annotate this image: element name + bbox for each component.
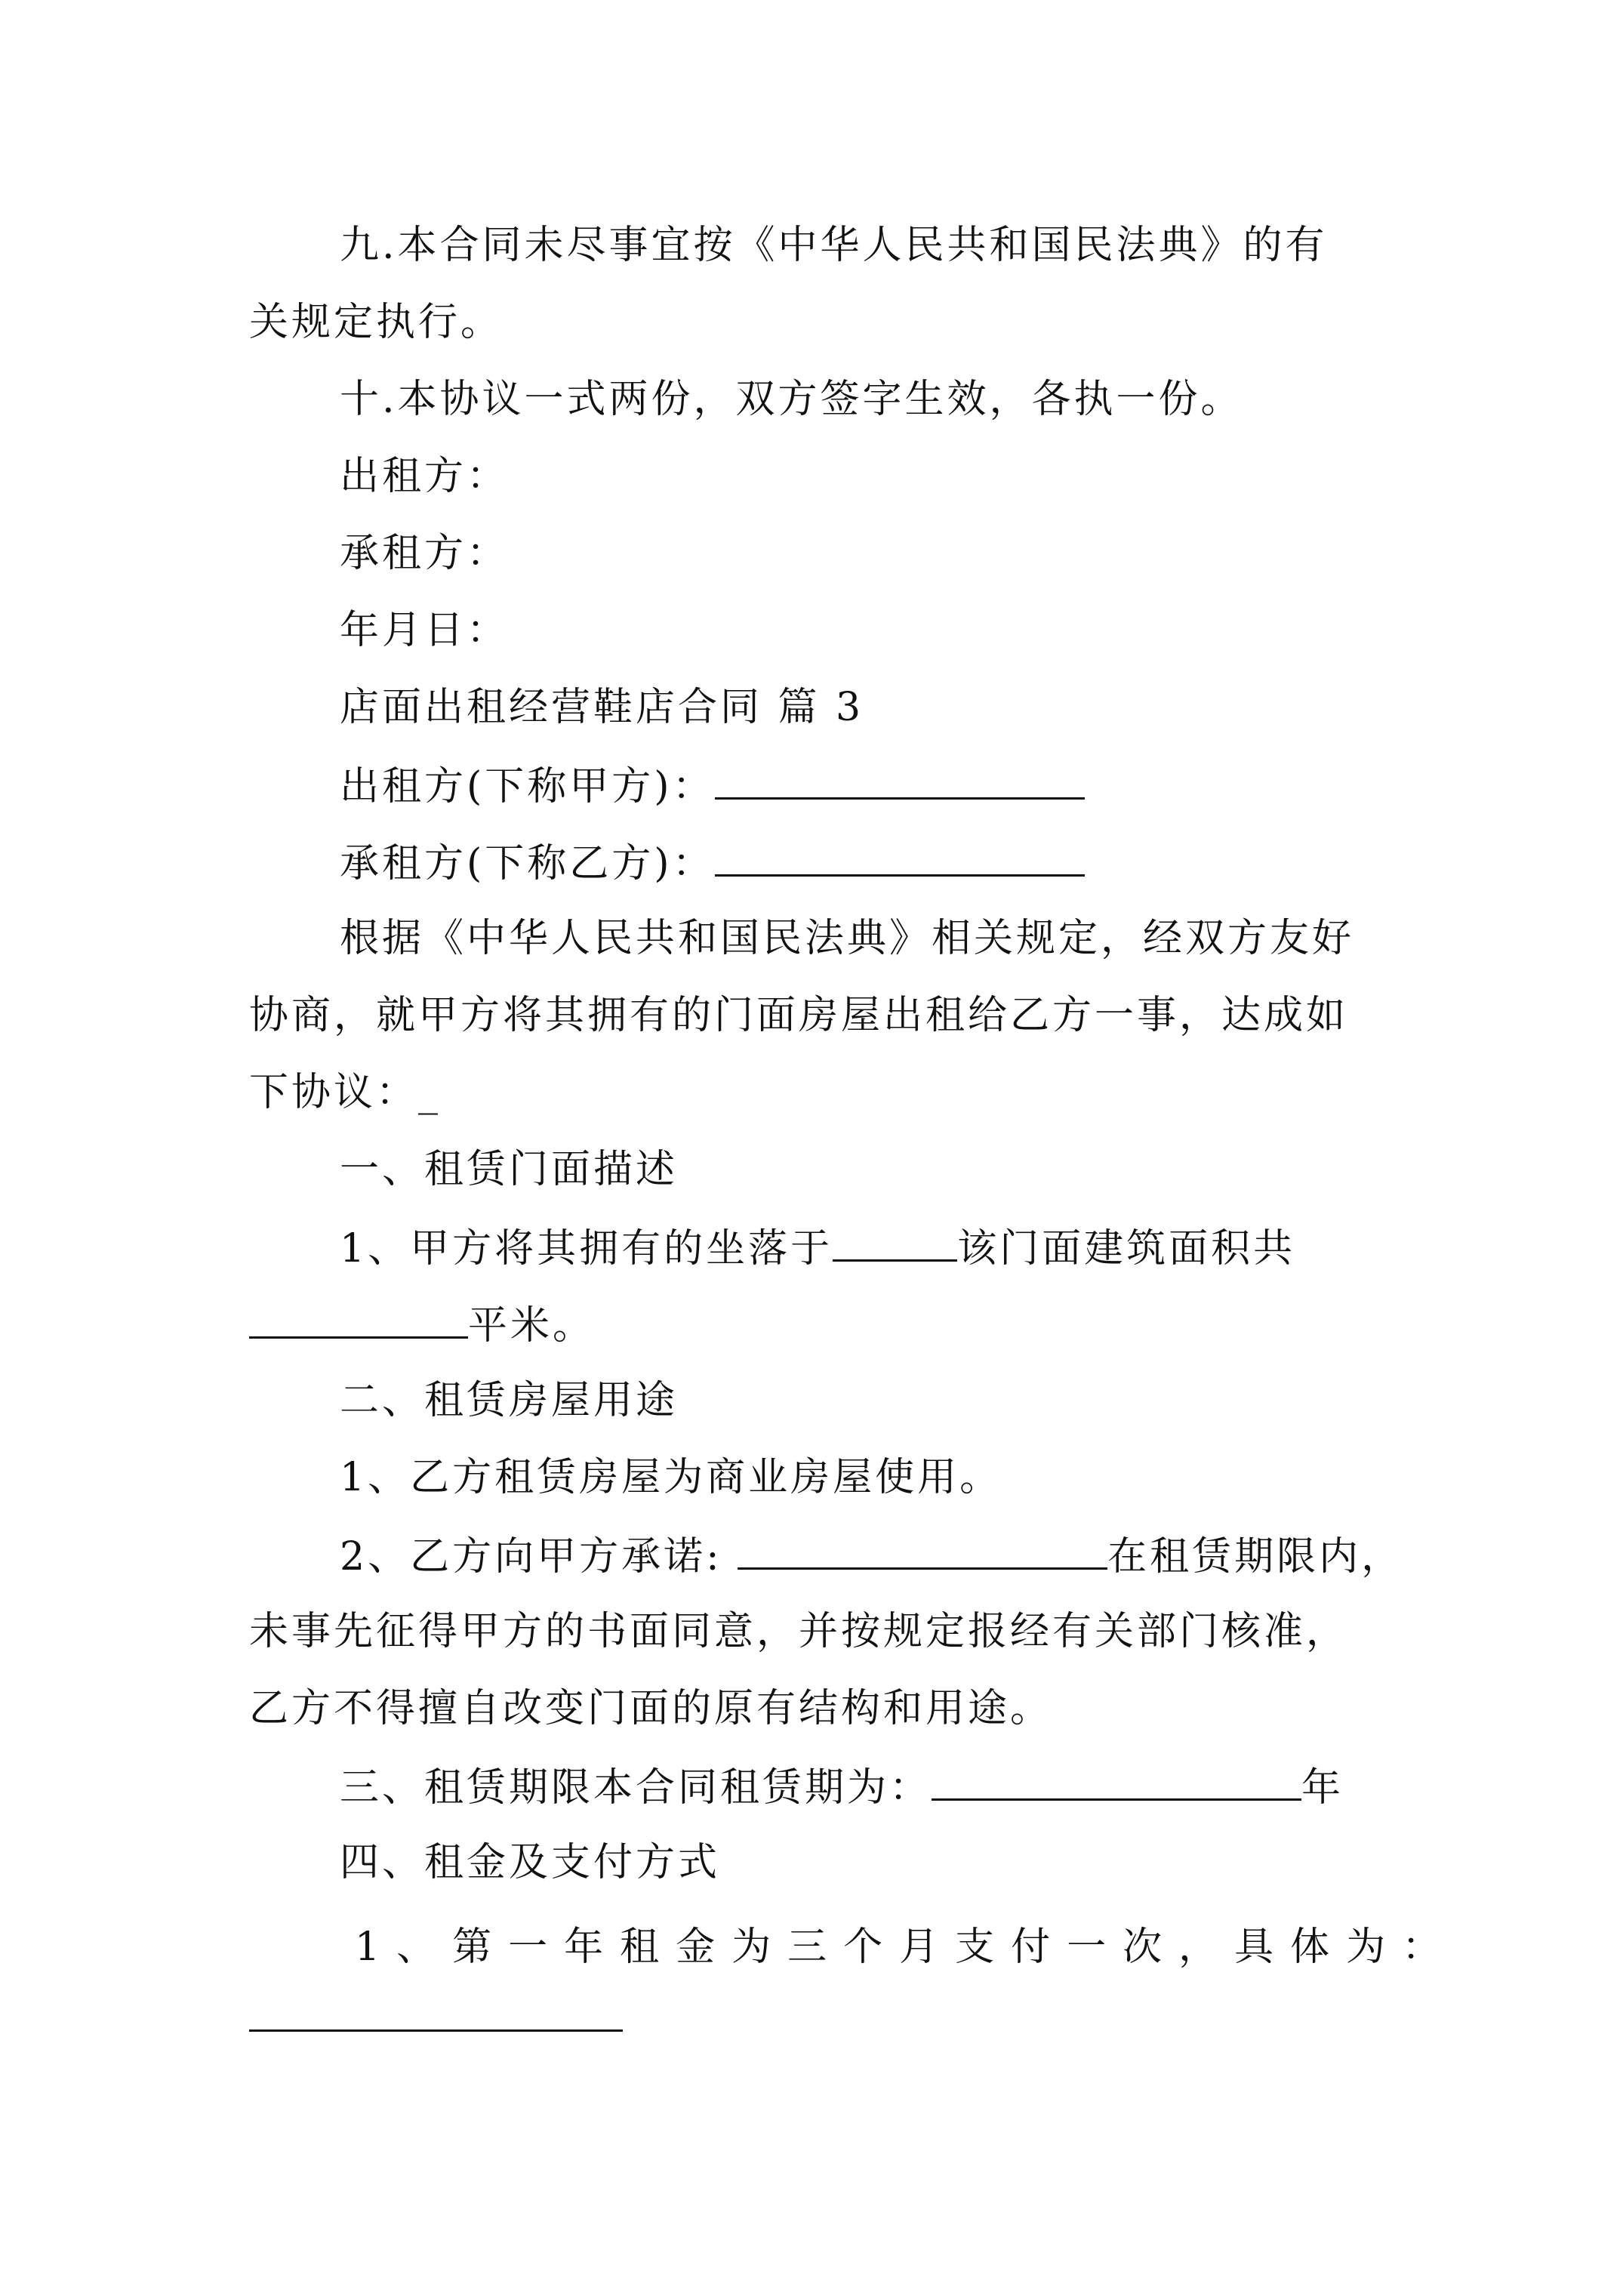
lessor-signature-label: 出租方： bbox=[340, 454, 510, 499]
term-line bbox=[340, 1759, 1344, 1812]
usage-item-2-tail: 在租赁期限内， bbox=[1107, 1534, 1404, 1579]
item-1-area-text: 该门面建筑面积共 bbox=[957, 1226, 1296, 1271]
area-unit-text: 平米。 bbox=[468, 1303, 596, 1348]
clause-10: 十.本协议一式两份，双方签字生效，各执一份。 bbox=[340, 377, 1243, 422]
clause-9-line-1: 九.本合同未尽事宜按《中华人民共和国民法典》的有 bbox=[340, 223, 1328, 268]
term-unit: 年 bbox=[1301, 1765, 1344, 1811]
preamble-line-1: 根据《中华人民共和国民法典》相关规定，经双方友好 bbox=[340, 916, 1355, 961]
usage-item-1: 1、乙方租赁房屋为商业房屋使用。 bbox=[340, 1455, 1002, 1500]
item-1-location-line bbox=[340, 1220, 1295, 1273]
date-label: 年月日： bbox=[340, 608, 510, 653]
heading-rent-payment: 四、租金及支付方式 bbox=[340, 1840, 721, 1885]
area-line bbox=[249, 1297, 595, 1350]
item-1-location-text: 1、甲方将其拥有的坐落于 bbox=[340, 1226, 833, 1271]
usage-item-2-line-2: 未事先征得甲方的书面同意，并按规定报经有关部门核准， bbox=[249, 1609, 1349, 1654]
usage-item-2-line-3: 乙方不得擅自改变门面的原有结构和用途。 bbox=[249, 1686, 1053, 1731]
lessee-signature-label: 承租方： bbox=[340, 531, 510, 576]
party-a-blank bbox=[715, 758, 1085, 800]
usage-item-2-line bbox=[340, 1528, 1403, 1581]
location-blank bbox=[833, 1220, 957, 1262]
party-b-label: 承租方(下称乙方)： bbox=[340, 841, 715, 886]
heading-usage: 二、租赁房屋用途 bbox=[340, 1378, 679, 1423]
preamble-line-3: 下协议：_ bbox=[249, 1070, 442, 1115]
rent-detail-blank bbox=[249, 2029, 623, 2032]
party-b-line bbox=[340, 835, 1085, 888]
party-b-blank bbox=[715, 835, 1085, 877]
usage-item-2-text: 2、乙方向甲方承诺: bbox=[340, 1534, 738, 1579]
preamble-line-2: 协商，就甲方将其拥有的门面房屋出租给乙方一事，达成如 bbox=[249, 993, 1349, 1038]
rent-item-1: 1、第一年租金为三个月支付一次，具体为： bbox=[355, 1925, 1458, 1970]
party-a-line bbox=[340, 758, 1085, 811]
promise-blank bbox=[738, 1528, 1107, 1570]
term-text: 三、租赁期限本合同租赁期为： bbox=[340, 1765, 932, 1811]
area-blank bbox=[249, 1297, 468, 1339]
heading-rental-description: 一、租赁门面描述 bbox=[340, 1147, 679, 1192]
party-a-label: 出租方(下称甲方)： bbox=[340, 764, 715, 809]
term-blank bbox=[932, 1759, 1301, 1801]
clause-9-line-2: 关规定执行。 bbox=[249, 300, 504, 345]
contract-section-title: 店面出租经营鞋店合同 篇 3 bbox=[340, 685, 864, 730]
